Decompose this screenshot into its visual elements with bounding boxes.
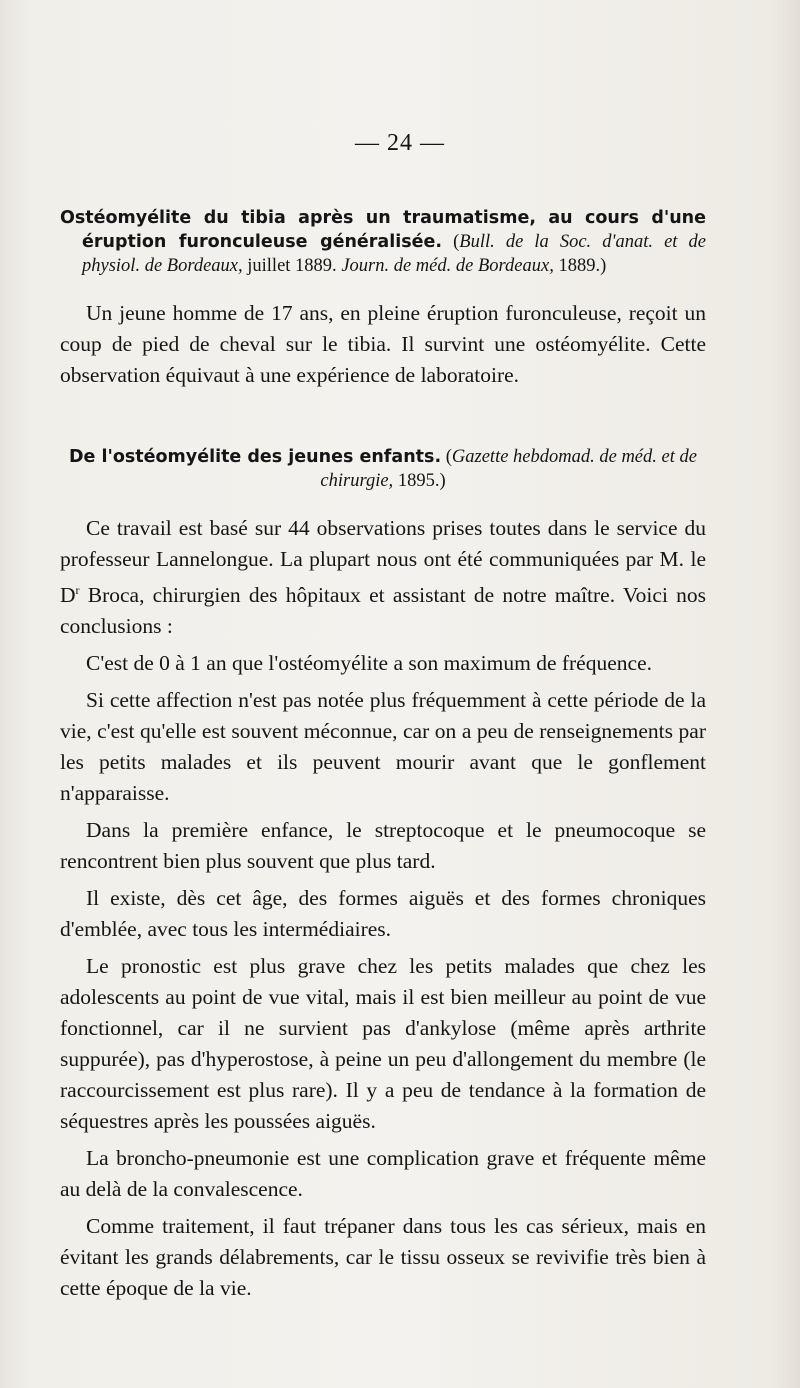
ref-open: ( xyxy=(442,232,460,252)
paragraph-1-rest: Broca, chirurgien des hôpitaux et assistant de notre maître. Voici nos conclusions : xyxy=(60,583,706,639)
ref-date-2: 1889.) xyxy=(553,256,607,276)
section-2 xyxy=(60,445,706,1310)
ref-open: ( xyxy=(441,447,452,467)
paragraph-1-text: Ce travail est basé sur 44 observations prises toutes dans le service du professeur Lannelongue. La plupart nous ont été communiquées par M. le D xyxy=(60,516,706,608)
section-1-heading xyxy=(60,206,706,278)
section-1-title: Ostéomyélite du tibia après un traumatisme, au cours d'une éruption furonculeuse généralisée. xyxy=(60,208,706,252)
ref-date-1: juillet 1889. xyxy=(242,256,342,276)
ref-journal-2: Journ. de méd. de Bordeaux, xyxy=(341,256,554,276)
paragraph-2: C'est de 0 à 1 an que l'ostéomyélite a son maximum de fréquence. xyxy=(86,651,652,676)
section-1-paragraph: Un jeune homme de 17 ans, en pleine éruption furonculeuse, reçoit un coup de pied de cheval sur le tibia. Il survint une ostéomyélite. Cette observation équivaut à une expérience de laboratoire. xyxy=(60,301,706,387)
section-2-body xyxy=(60,513,706,1304)
paragraph-1-sup: r xyxy=(75,583,80,597)
paragraph-3: Si cette affection n'est pas notée plus fréquemment à cette période de la vie, c'est qu'elle est souvent méconnue, car on a peu de renseignements par les petits malades et ils peuvent mourir avant que le gonflement n'apparaisse. xyxy=(60,688,706,806)
ref-date-3: 1895.) xyxy=(393,471,446,491)
section-1 xyxy=(60,206,706,397)
paragraph-4: Dans la première enfance, le streptocoque et le pneumocoque se rencontrent bien plus souvent que plus tard. xyxy=(60,818,706,874)
paragraph-7: La broncho-pneumonie est une complication grave et fréquente même au delà de la convalescence. xyxy=(60,1146,706,1202)
paragraph-5: Il existe, dès cet âge, des formes aiguës et des formes chroniques d'emblée, avec tous les intermédiaires. xyxy=(60,886,706,942)
ref-journal-1: Bull. de la Soc. d'anat. et de physiol. de Bordeaux, xyxy=(82,232,706,276)
paragraph-1 xyxy=(60,513,706,642)
ref-journal-3: Gazette hebdomad. de méd. et de chirurgie, xyxy=(320,447,697,491)
paragraph-8: Comme traitement, il faut trépaner dans tous les cas sérieux, mais en évitant les grands délabrements, car le tissu osseux se revivifie très bien à cette époque de la vie. xyxy=(60,1214,706,1301)
paragraph-6: Le pronostic est plus grave chez les petits malades que chez les adolescents au point de vue vital, mais il est bien meilleur au point de vue fonctionnel, car il ne survient pas d'ankylose (même après arthrite suppurée), pas d'hyperostose, à peine un peu d'allongement du membre (le raccourcissement est plus rare). Il y a peu de tendance à la formation de séquestres après les poussées aiguës. xyxy=(60,954,706,1134)
page-number: — 24 — xyxy=(355,130,445,156)
section-2-heading xyxy=(60,445,706,493)
section-2-title: De l'ostéomyélite des jeunes enfants. xyxy=(69,447,442,467)
